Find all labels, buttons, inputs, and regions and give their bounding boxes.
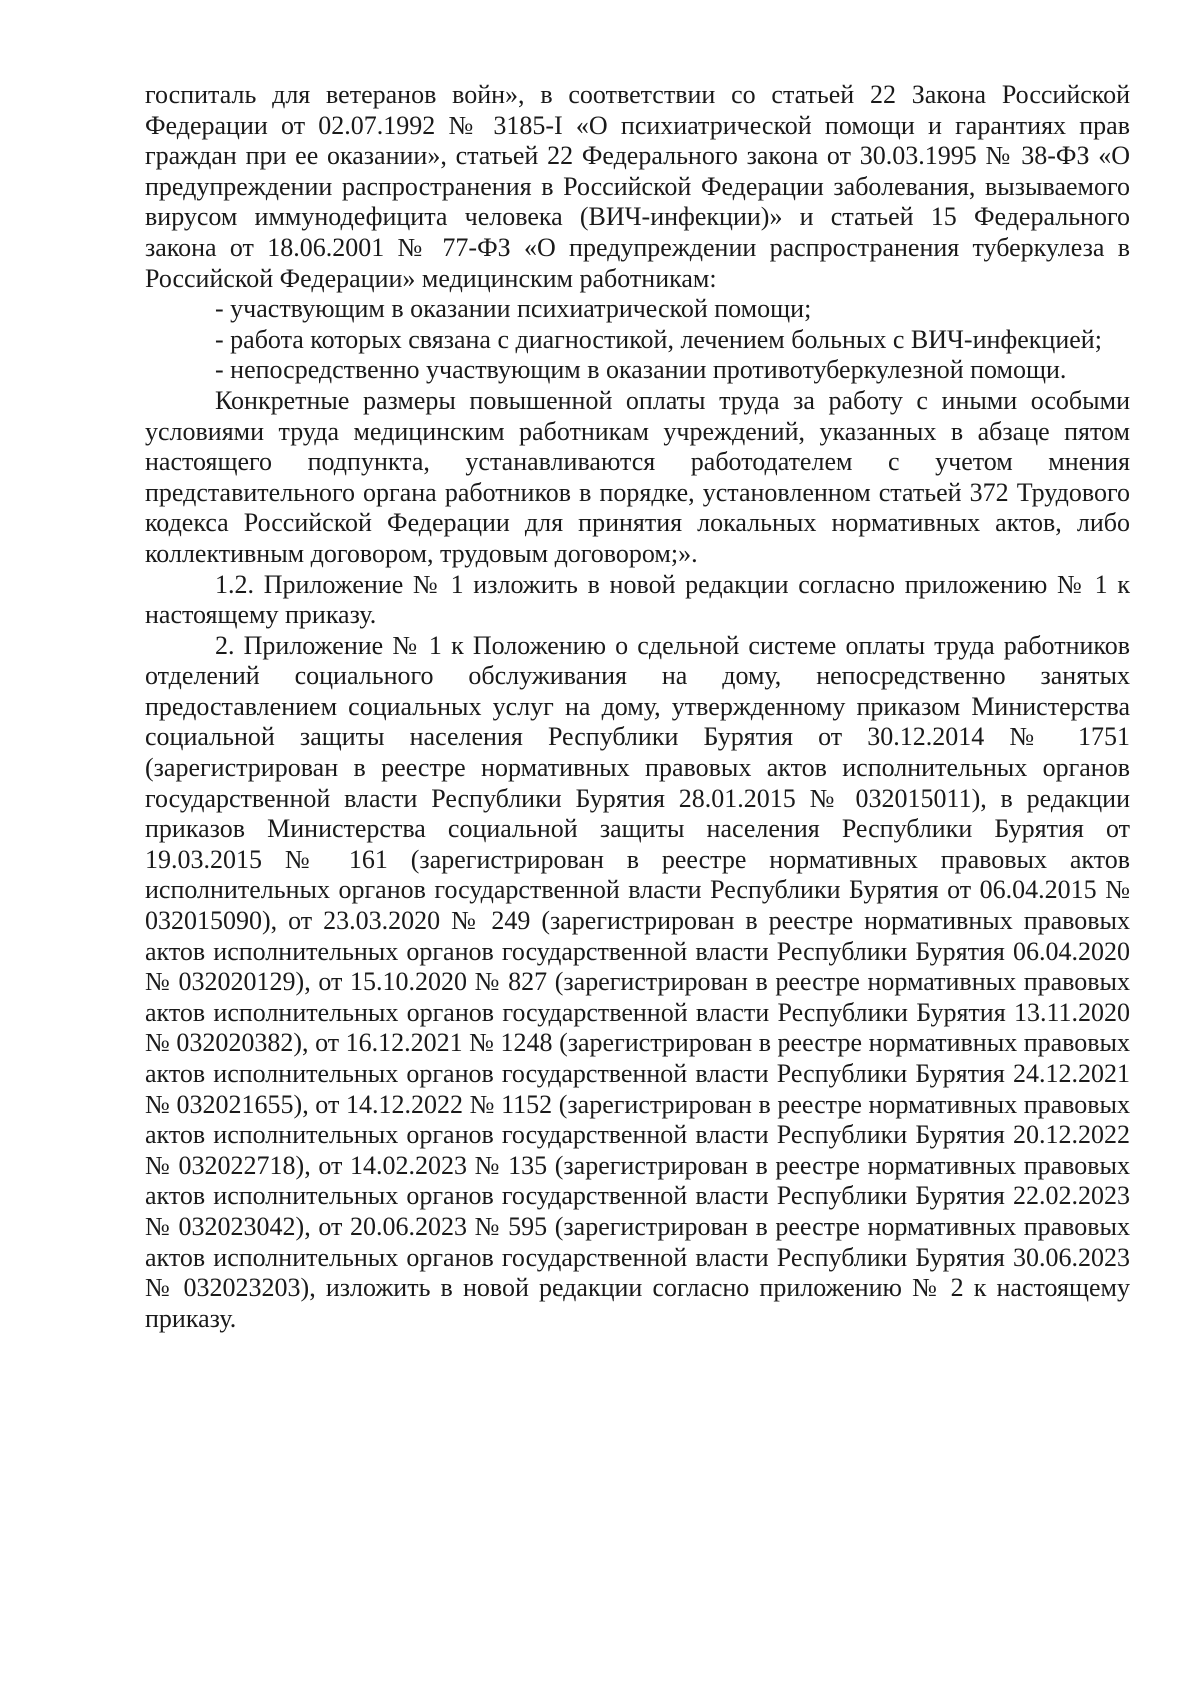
list-item-tuberculosis: - непосредственно участвующим в оказании противотуберкулезной помощи. <box>215 355 1067 385</box>
paragraph-item-1-2: 1.2. Приложение № 1 изложить в новой редакции согласно приложению № 1 к настоящему приказу. <box>145 569 1130 630</box>
paragraph-legal-basis: госпиталь для ветеранов войн», в соответствии со статьей 22 Закона Российской Федерации от 02.07.1992 № 3185-I «О психиатрической помощи и гарантиях прав граждан при ее оказании», статьей 22 Федерального закона от 30.03.1995 № 38-ФЗ «О предупреждении распространения в Российской Федерации заболевания, вызываемого вирусом иммунодефицита человека (ВИЧ-инфекции)» и статьей 15 Федерального закона от 18.06.2001 № 77-ФЗ «О предупреждении распространения туберкулеза в Российской Федерации» медицинским работникам: <box>145 80 1130 293</box>
list-item-hiv: - работа которых связана с диагностикой, лечением больных с ВИЧ-инфекцией; <box>215 324 1102 354</box>
paragraph-item-2: 2. Приложение № 1 к Положению о сдельной системе оплаты труда работников отделений социального обслуживания на дому, непосредственно занятых предоставлением социальных услуг на дому, утвержденному приказом Министерства социальной защиты населения Республики Бурятия от 30.12.2014 № 1751 (зарегистрирован в реестре нормативных правовых актов исполнительных органов государственной власти Республики Бурятия 28.01.2015 № 032015011), в редакции приказов Министерства социальной защиты населения Республики Бурятия от 19.03.2015 № 161 (зарегистрирован в реестре нормативных правовых актов исполнительных органов государственной власти Республики Бурятия от 06.04.2015 № 032015090), от 23.03.2020 № 249 (зарегистрирован в реестре нормативных правовых актов исполнительных органов государственной власти Республики Бурятия 06.04.2020 № 032020129), от 15.10.2020 № 827 (зарегистрирован в реестре нормативных правовых актов исполнительных органов государственной власти Республики Бурятия 13.11.2020 № 032020382), от 16.12.2021 № 1248 (зарегистрирован в реестре нормативных правовых актов исполнительных органов государственной власти Республики Бурятия 24.12.2021 № 032021655), от 14.12.2022 № 1152 (зарегистрирован в реестре нормативных правовых актов исполнительных органов государственной власти Республики Бурятия 20.12.2022 № 032022718), от 14.02.2023 № 135 (зарегистрирован в реестре нормативных правовых актов исполнительных органов государственной власти Республики Бурятия 22.02.2023 № 032023042), от 20.06.2023 № 595 (зарегистрирован в реестре нормативных правовых актов исполнительных органов государственной власти Республики Бурятия 30.06.2023 № 032023203), изложить в новой редакции согласно приложению № 2 к настоящему приказу. <box>145 630 1130 1333</box>
document-body <box>145 80 1130 1334</box>
list-item-psychiatric: - участвующим в оказании психиатрической помощи; <box>215 294 812 324</box>
paragraph-pay-rates: Конкретные размеры повышенной оплаты труда за работу с иными особыми условиями труда медицинским работникам учреждений, указанных в абзаце пятом настоящего подпункта, устанавливаются работодателем с учетом мнения представительного органа работников в порядке, установленном статьей 372 Трудового кодекса Российской Федерации для принятия локальных нормативных актов, либо коллективным договором, трудовым договором;». <box>145 385 1130 568</box>
